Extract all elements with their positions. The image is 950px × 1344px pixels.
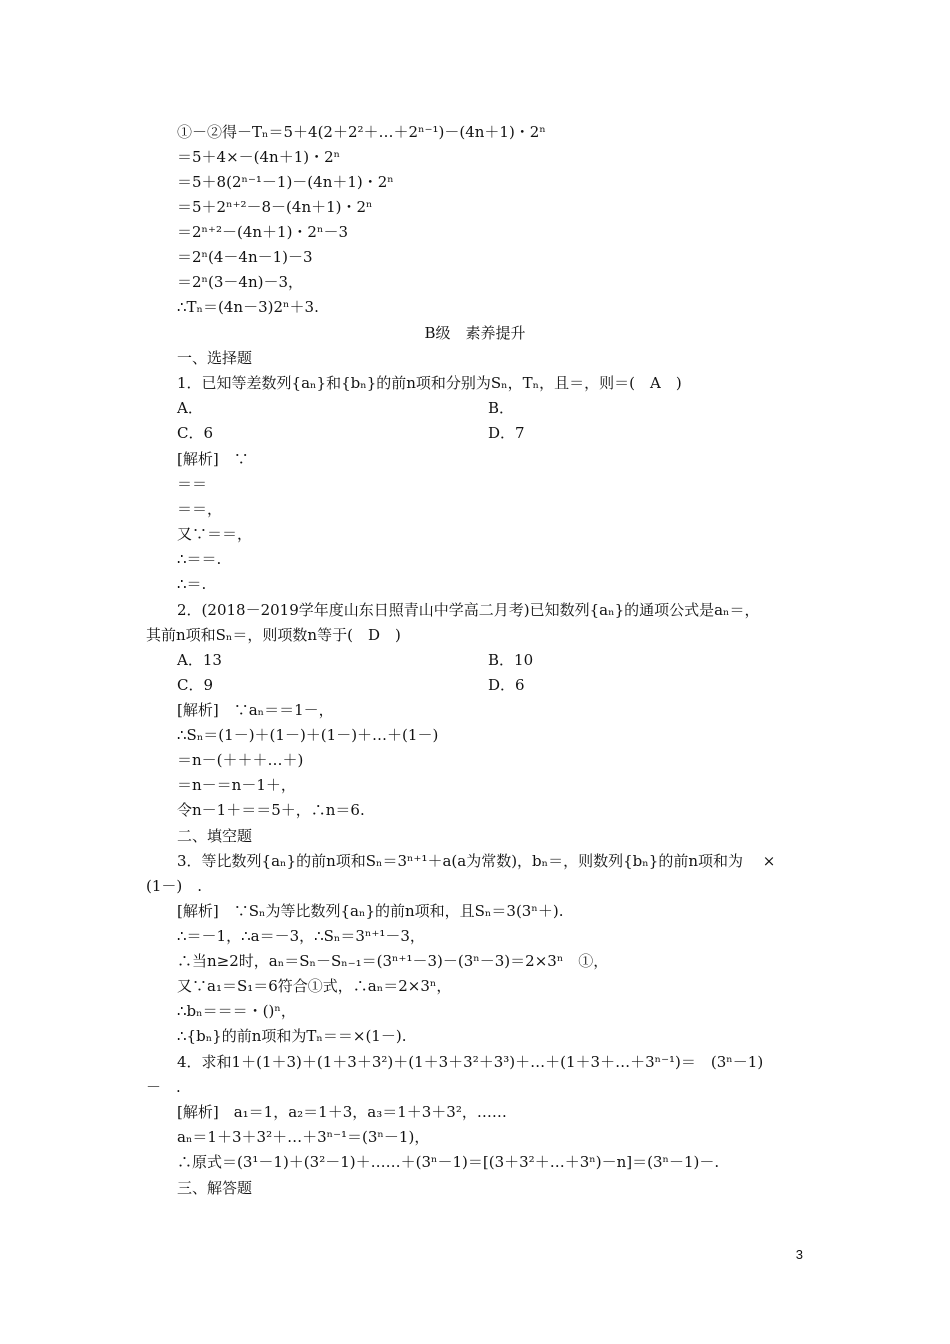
solution-line: ＝2ⁿ⁺²－(4n＋1)・2ⁿ－3 [177, 223, 348, 241]
part-heading: 一、选择题 [177, 349, 253, 367]
analysis-line: ∴＝. [177, 575, 207, 593]
solution-line: ＝5＋4×－(4n＋1)・2ⁿ [177, 148, 341, 166]
solution-line: ＝5＋2ⁿ⁺²－8－(4n＋1)・2ⁿ [177, 198, 373, 216]
analysis-line: ∴＝＝. [177, 550, 222, 568]
analysis-line: ∴Sₙ＝(1－)＋(1－)＋(1－)＋…＋(1－) [177, 726, 439, 744]
option-d: D．7 [488, 424, 525, 442]
analysis-line: ∴＝－1，∴a＝－3，∴Sₙ＝3ⁿ⁺¹－3， [177, 927, 425, 945]
analysis-line: [解析] ∵Sₙ为等比数列{aₙ}的前n项和，且Sₙ＝3(3ⁿ＋). [177, 902, 564, 920]
solution-line: ∴Tₙ＝(4n－3)2ⁿ＋3. [177, 298, 319, 316]
solution-line: ＝2ⁿ(4－4n－1)－3 [177, 248, 313, 266]
solution-line: ①－②得－Tₙ＝5＋4(2＋2²＋…＋2ⁿ⁻¹)－(4n＋1)・2ⁿ [177, 123, 546, 141]
analysis-line: 又∵＝＝， [177, 525, 253, 543]
part-heading: 三、解答题 [177, 1179, 253, 1197]
analysis-line: ∴当n≥2时，aₙ＝Sₙ－Sₙ₋₁＝(3ⁿ⁺¹－3)－(3ⁿ－3)＝2×3ⁿ ①， [177, 952, 609, 970]
question-stem: (1－) . [146, 877, 203, 895]
question-stem: 2．(2018－2019学年度山东日照青山中学高二月考)已知数列{aₙ}的通项公式是aₙ＝， [177, 601, 760, 619]
analysis-line: ＝n－(＋＋＋…＋) [177, 751, 304, 769]
analysis-line: ∴原式＝(3¹－1)＋(3²－1)＋……＋(3ⁿ－1)＝[(3＋3²＋…＋3ⁿ)－n]＝(3ⁿ－1)－. [177, 1153, 720, 1171]
analysis-line: ＝＝ [177, 475, 208, 493]
option-c: C．9 [177, 676, 214, 694]
analysis-line: ∴{bₙ}的前n项和为Tₙ＝＝×(1－). [177, 1027, 407, 1045]
option-b: B． [488, 399, 515, 417]
part-heading: 二、填空题 [177, 827, 253, 845]
option-a: A．13 [177, 651, 222, 669]
question-stem: 4．求和1＋(1＋3)＋(1＋3＋3²)＋(1＋3＋3²＋3³)＋…＋(1＋3＋…＋3ⁿ⁻¹)＝ (3ⁿ－1) [177, 1053, 764, 1071]
section-title: B级 素养提升 [424, 324, 526, 342]
option-b: B．10 [488, 651, 534, 669]
analysis-line: ∴bₙ＝＝＝・()ⁿ， [177, 1002, 296, 1020]
analysis-line: 令n－1＋＝＝5＋，∴n＝6. [177, 801, 365, 819]
question-stem: 1．已知等差数列{aₙ}和{bₙ}的前n项和分别为Sₙ，Tₙ，且＝，则＝( A ) [177, 374, 682, 392]
option-c: C．6 [177, 424, 214, 442]
solution-line: ＝2ⁿ(3－4n)－3， [177, 273, 304, 291]
page-number: 3 [795, 1247, 803, 1262]
analysis-line: [解析] a₁＝1，a₂＝1＋3，a₃＝1＋3＋3²，…… [177, 1103, 507, 1121]
analysis-line: aₙ＝1＋3＋3²＋…＋3ⁿ⁻¹＝(3ⁿ－1)， [177, 1128, 430, 1146]
question-stem: 3．等比数列{aₙ}的前n项和Sₙ＝3ⁿ⁺¹＋a(a为常数)，bₙ＝，则数列{bₙ}的前n项和为 × [177, 852, 776, 870]
solution-line: ＝5＋8(2ⁿ⁻¹－1)－(4n＋1)・2ⁿ [177, 173, 394, 191]
analysis-line: 又∵a₁＝S₁＝6符合①式，∴aₙ＝2×3ⁿ， [177, 977, 452, 995]
analysis-line: [解析] ∵ [177, 450, 249, 468]
analysis-line: ＝n－＝n－1＋， [177, 776, 296, 794]
question-stem: － . [146, 1078, 181, 1096]
question-stem: 其前n项和Sₙ＝，则项数n等于( D ) [146, 626, 401, 644]
analysis-line: [解析] ∵aₙ＝＝1－， [177, 701, 334, 719]
analysis-line: ＝＝， [177, 500, 223, 518]
option-d: D．6 [488, 676, 525, 694]
option-a: A． [177, 399, 203, 417]
